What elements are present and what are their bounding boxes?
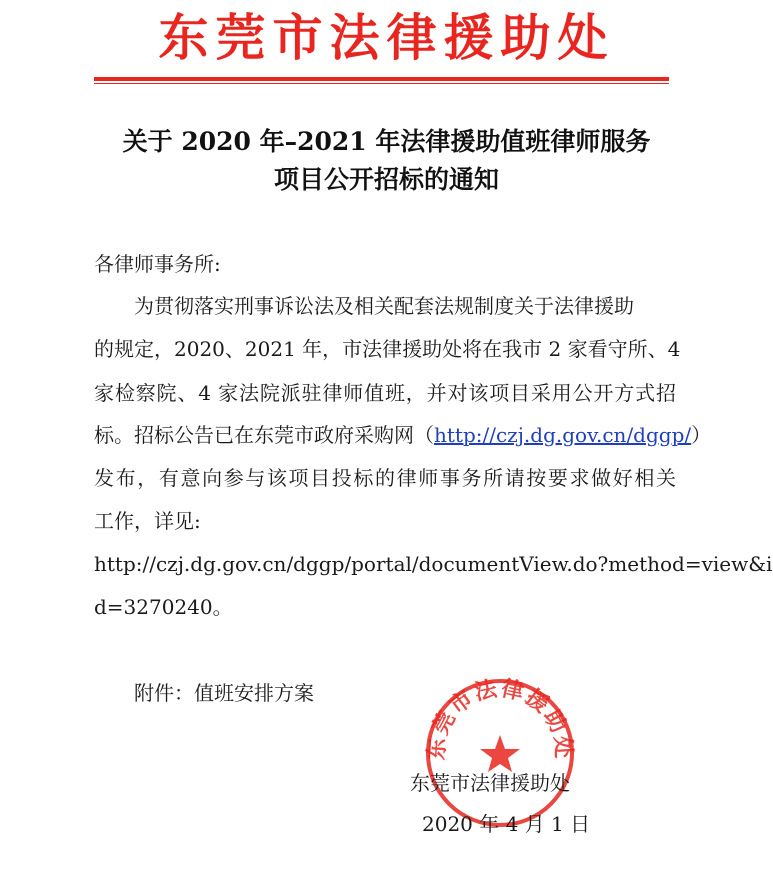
seal-star-icon [480,735,520,772]
document-title-line-2: 项目公开招标的通知 [273,165,499,194]
body-line-4-close: ） [691,423,712,447]
letterhead-rule-thick [94,77,669,81]
letterhead-title: 东莞市法律援助处 [158,9,615,67]
salutation: 各律师事务所: [94,252,221,276]
sign-date: 2020 年 4 月 1 日 [422,812,591,836]
body-line-1: 为贯彻落实刑事诉讼法及相关配套法规制度关于法律援助 [134,294,634,318]
body-line-6: 工作，详见: [94,509,201,533]
body-line-4 [94,422,711,448]
body-line-3: 家检察院、4 家法院派驻律师值班，并对该项目采用公开方式招 [94,381,676,405]
document-title-line-1: 关于 2020 年–2021 年法律援助值班律师服务 [122,127,651,156]
procurement-site-link[interactable]: http://czj.dg.gov.cn/dggp/ [434,423,692,447]
body-line-4-text: 标。招标公告已在东莞市政府采购网（ [94,423,434,447]
body-line-5: 发布，有意向参与该项目投标的律师事务所请按要求做好相关 [94,466,676,490]
body-line-2: 的规定，2020、2021 年，市法律援助处将在我市 2 家看守所、4 [94,337,681,361]
seal-text: 东莞市法律援助处 [424,676,576,761]
document-url-line-2: d=3270240。 [94,595,233,619]
official-seal [422,675,578,831]
signer: 东莞市法律援助处 [410,771,570,795]
document-url-line-1: http://czj.dg.gov.cn/dggp/portal/documentView.do?method=view&i [94,552,773,576]
letterhead-rule-thin [94,83,669,84]
attachment-note: 附件：值班安排方案 [134,681,314,705]
